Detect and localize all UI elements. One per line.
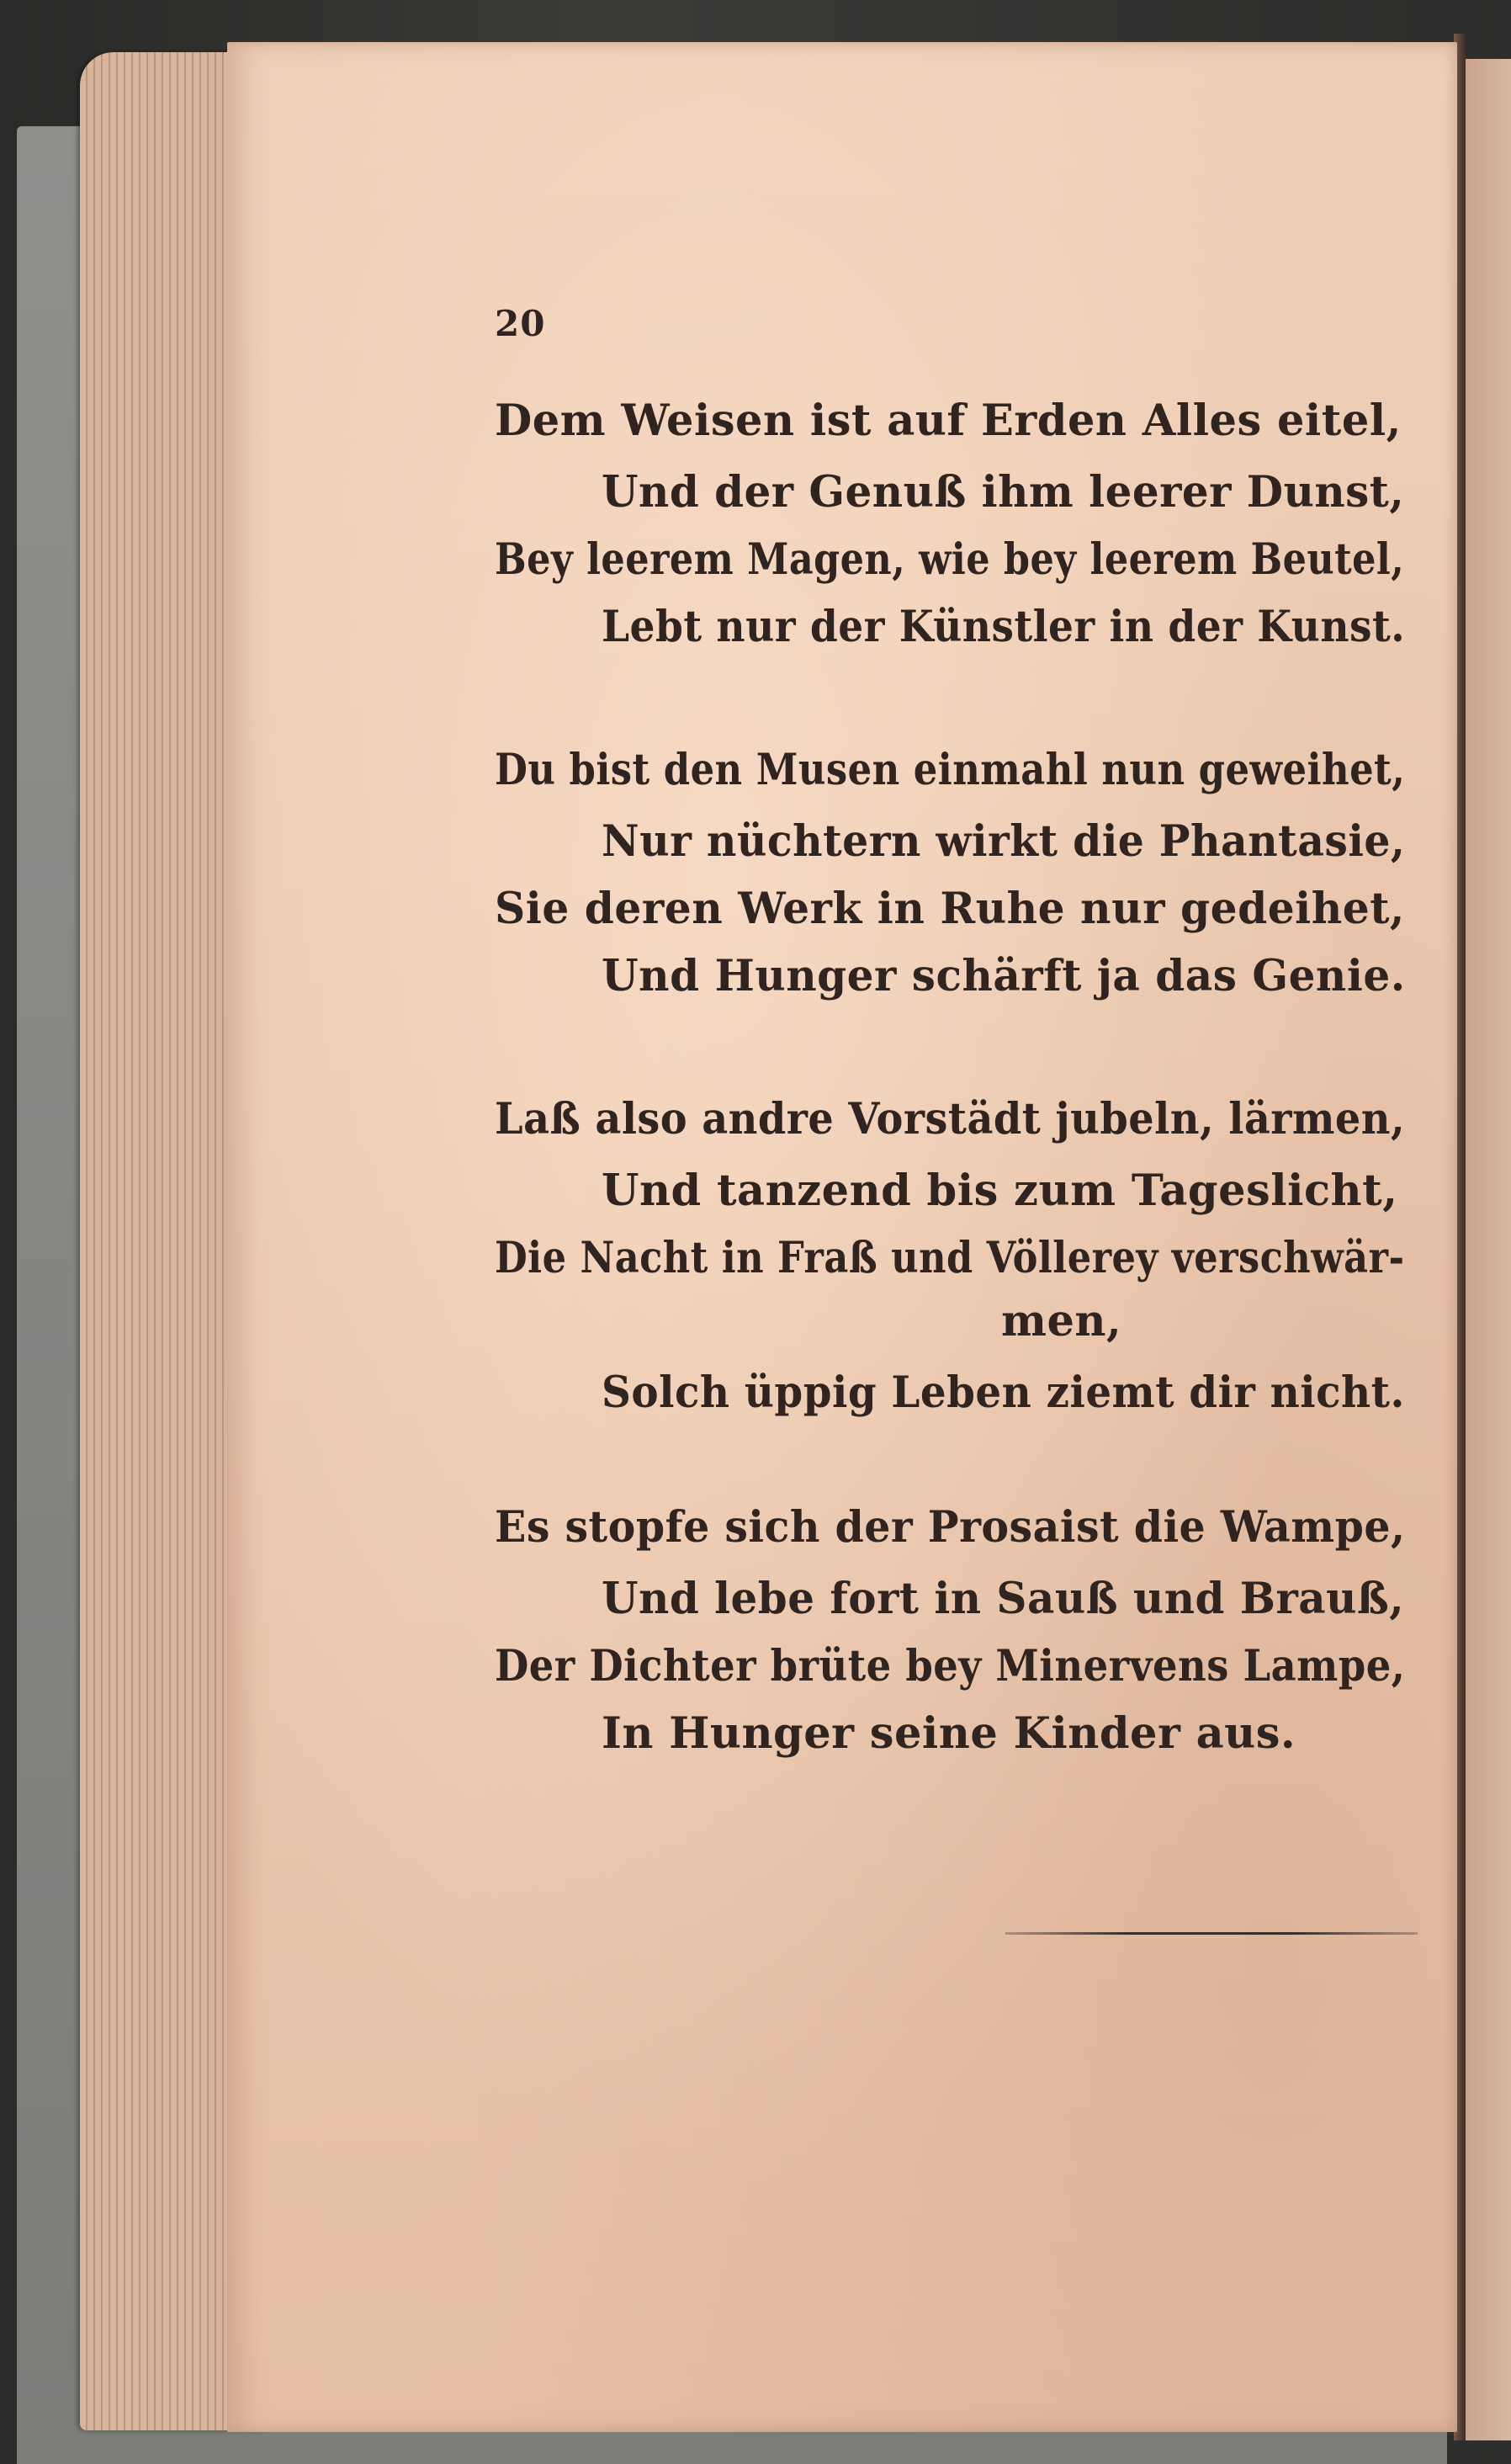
poem-line: In Hunger seine Kinder aus.	[602, 1708, 1296, 1759]
poem-line: men,	[1001, 1296, 1122, 1346]
poem-line: Lebt nur der Künstler in der Kunst.	[602, 602, 1406, 652]
poem-line: Es stopfe sich der Prosaist die Wampe,	[495, 1502, 1406, 1553]
poem-line: Bey leerem Magen, wie bey leerem Beutel,	[495, 534, 1405, 585]
book-page	[227, 42, 1457, 2432]
poem-line: Sie deren Werk in Ruhe nur gedeihet,	[495, 884, 1405, 934]
page-number: 20	[495, 303, 546, 344]
poem-line: Dem Weisen ist auf Erden Alles eitel,	[495, 396, 1402, 446]
poem-line: Laß also andre Vorstädt jubeln, lärmen,	[495, 1094, 1406, 1144]
poem-line: Nur nüchtern wirkt die Phantasie,	[602, 816, 1406, 867]
poem-line: Und tanzend bis zum Tageslicht,	[602, 1166, 1398, 1216]
poem-line: Die Nacht in Fraß und Völlerey verschwär-	[495, 1233, 1405, 1283]
facing-page-edge	[1466, 59, 1511, 2440]
poem-line: Und der Genuß ihm leerer Dunst,	[602, 467, 1405, 518]
poem-line: Solch üppig Leben ziemt dir nicht.	[602, 1367, 1405, 1418]
poem-line: Und Hunger schärft ja das Genie.	[602, 951, 1406, 1001]
poem-line: Du bist den Musen einmahl nun geweihet,	[495, 745, 1406, 795]
page-text	[227, 42, 1457, 2432]
end-rule	[1005, 1932, 1418, 1935]
poem-line: Und lebe fort in Sauß und Brauß,	[602, 1574, 1405, 1624]
poem-line: Der Dichter brüte bey Minervens Lampe,	[495, 1641, 1406, 1691]
